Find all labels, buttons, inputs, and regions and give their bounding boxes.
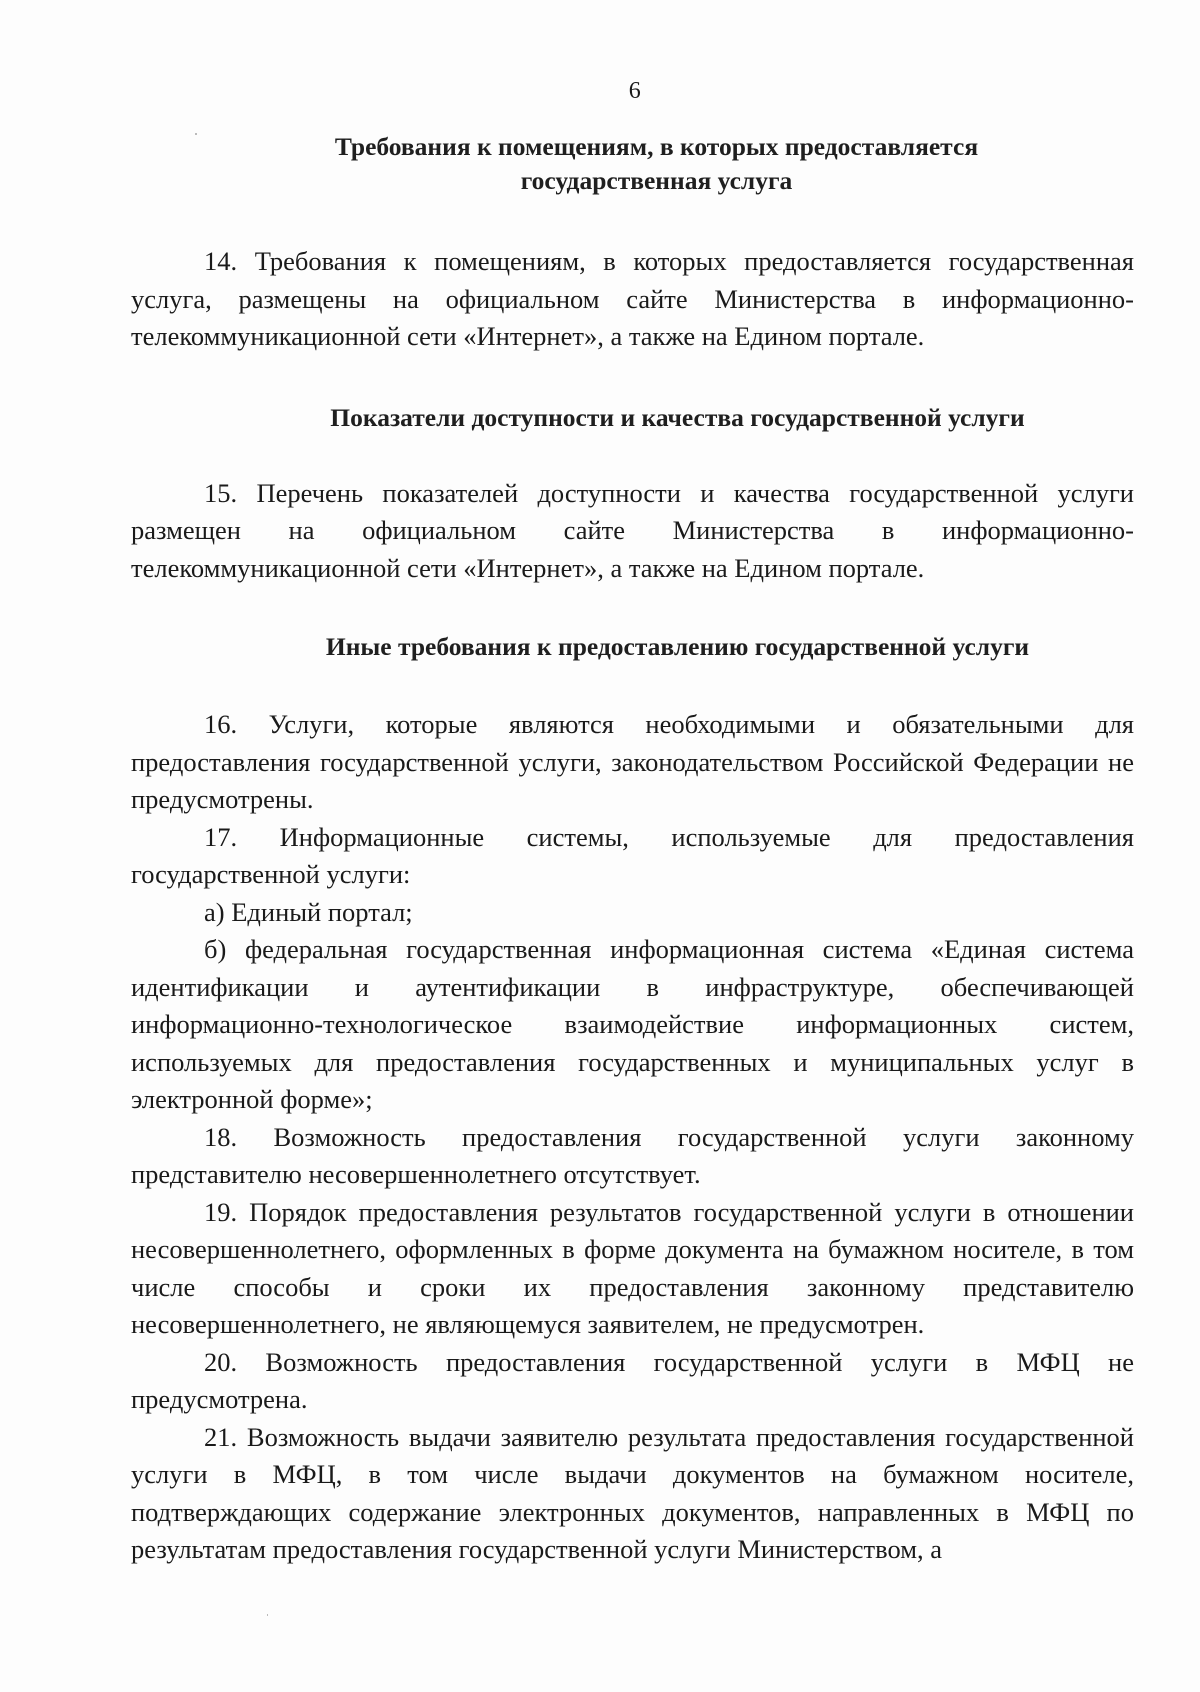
scan-speck [195,133,197,135]
paragraph-17a: а) Единый портал; [204,896,413,927]
paragraph-17: 17. Информационные системы, используемые для предоставления государственной услуги: [131,821,1134,889]
paragraph-21: 21. Возможность выдачи заявителю результата предоставления государственной услуги в МФЦ, в том числе выдачи документов на бумажном носителе, подтверждающих содержание электронных документов, направленных в МФЦ по результатам предоставления государственной услуги Министерством, а [131,1421,1134,1564]
section-heading-accessibility: Показатели доступности и качества государственной услуги [330,402,1025,432]
paragraph-17b: б) федеральная государственная информационная система «Единая система идентификации и аутентификации в инфраструктуре, обеспечивающей информационно-технологическое взаимодействие информационных систем, используемых для предоставления государственных и муниципальных услуг в электронной форме»; [131,934,1134,1114]
section-heading-other-requirements: Иные требования к предоставлению государственной услуги [325,632,1030,661]
section-heading-premises [155,130,1158,198]
scan-speck [267,1614,268,1616]
heading-line-1: Требования к помещениям, в которых предоставляется [334,132,979,161]
paragraph-19: 19. Порядок предоставления результатов государственной услуги в отношении несовершеннолетнего, оформленных в форме документа на бумажном носителе, в том числе способы и сроки их предоставления законному представителю несовершеннолетнего, не являющемуся заявителем, не предусмотрен. [131,1196,1134,1339]
paragraph-15: 15. Перечень показателей доступности и качества государственной услуги размещен на официальном сайте Министерства в информационно-телекоммуникационной сети «Интернет», а также на Едином портале. [131,477,1134,583]
paragraph-20: 20. Возможность предоставления государственной услуги в МФЦ не предусмотрена. [131,1346,1134,1414]
paragraph-18: 18. Возможность предоставления государственной услуги законному представителю несовершеннолетнего отсутствует. [131,1121,1134,1189]
paragraph-16: 16. Услуги, которые являются необходимыми и обязательными для предоставления государственной услуги, законодательством Российской Федерации не предусмотрены. [131,709,1134,814]
document-body [131,130,1134,1569]
page-number: 6 [628,78,642,104]
paragraph-14: 14. Требования к помещениям, в которых предоставляется государственная услуга, размещены на официальном сайте Министерства в информационно-телекоммуникационной сети «Интернет», а также на Едином портале. [131,246,1134,351]
heading-line-2: государственная услуга [520,166,793,195]
